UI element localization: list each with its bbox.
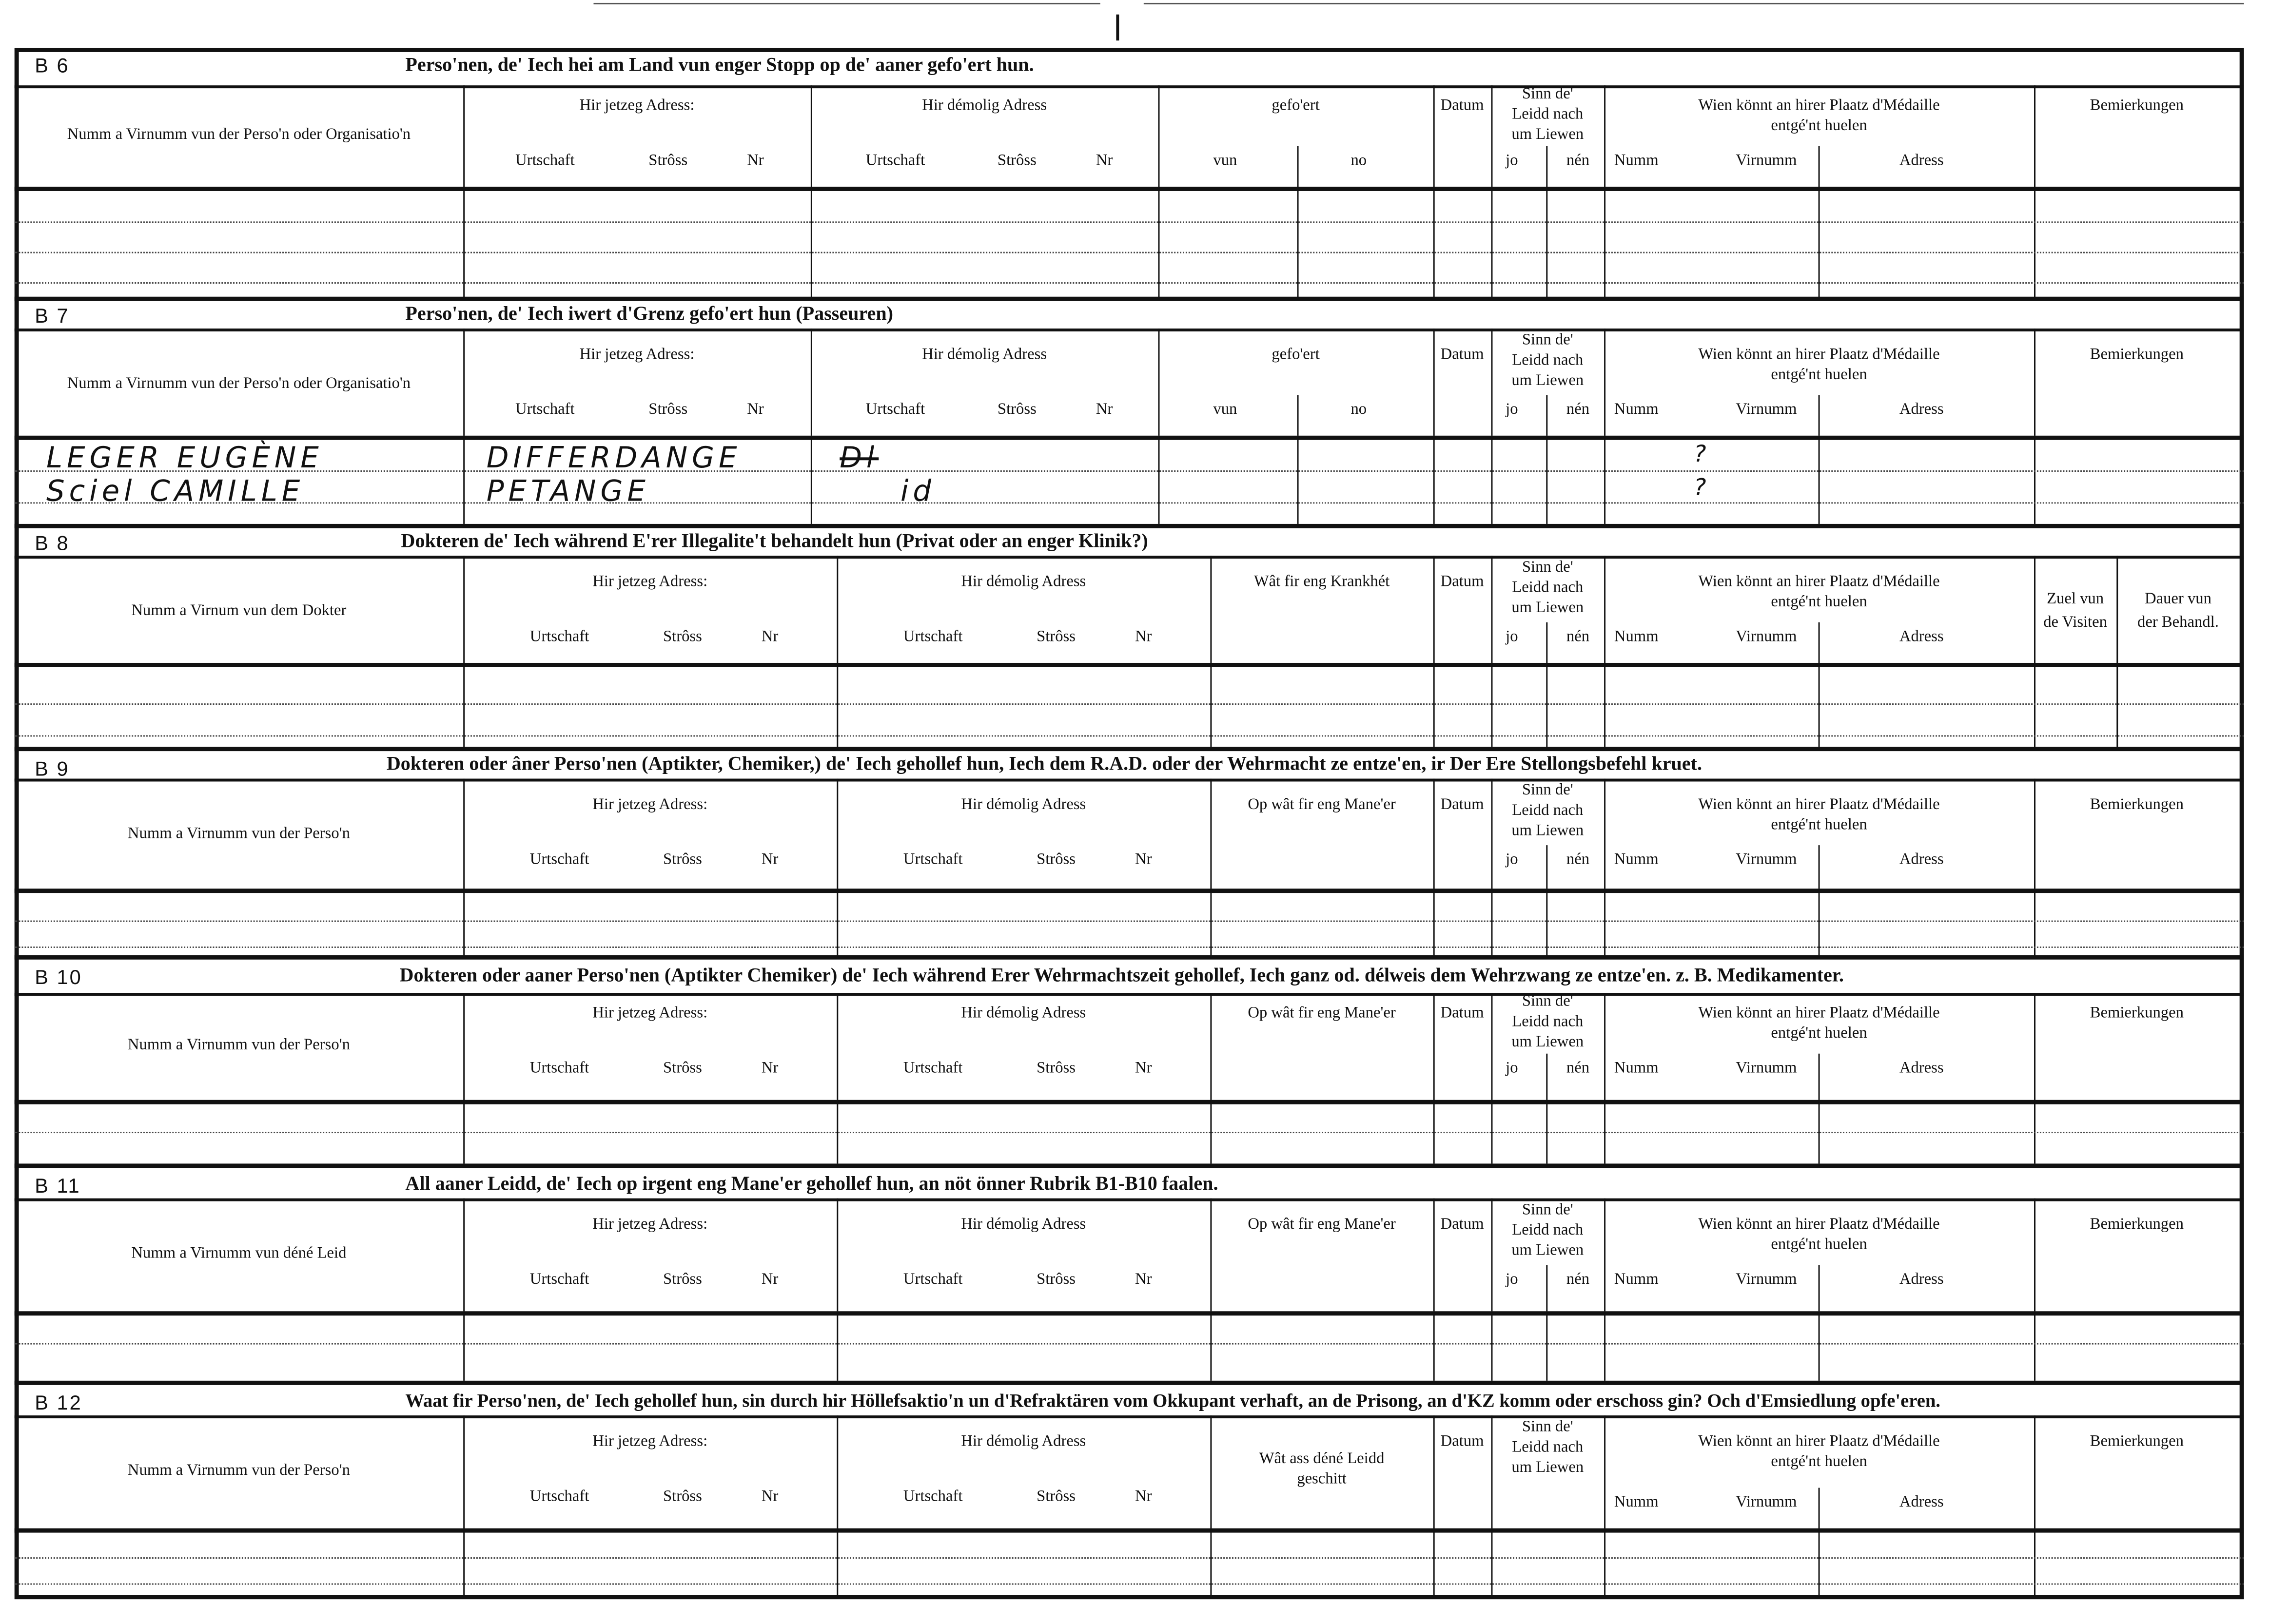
column-header-label: Adress [1899, 1493, 1944, 1511]
top-tick-mark [1116, 15, 1119, 40]
col-medal-header: Wien könnt an hirer Plaatz d'Médaille [1698, 97, 1940, 115]
col-name-header: Numm a Virnumm vun der Perso'n oder Organisatio'n [67, 126, 411, 143]
table-rule [15, 947, 2244, 948]
column-header-label: entgé'nt huelen [1771, 1453, 1867, 1470]
col-no-header: nén [1566, 152, 1590, 170]
col-street-header: Strôss [648, 152, 688, 170]
table-rule [2116, 556, 2118, 663]
column-header-label: Nr [1135, 628, 1152, 646]
column-header-label: entgé'nt huelen [1771, 1025, 1867, 1042]
table-rule [15, 703, 2244, 705]
table-rule [1297, 395, 1299, 436]
column-header-label: Strôss [997, 401, 1037, 419]
section-b10-title-row [15, 958, 2244, 996]
column-header-label: Strôss [1037, 1271, 1076, 1288]
table-rule [15, 921, 2244, 922]
table-rule [1491, 1311, 1492, 1381]
table-rule [1546, 1054, 1547, 1100]
column-header-label: Virnumm [1736, 1271, 1797, 1288]
col-former-address-header: Hir démolig Adress [961, 573, 1086, 591]
col-transported-header: gefo'ert [1272, 346, 1320, 364]
column-header-label: Nr [747, 401, 764, 419]
column-header-label: entgé'nt huelen [1771, 1236, 1867, 1254]
table-rule [2034, 779, 2035, 889]
column-header-label: um Liewen [1511, 1033, 1584, 1051]
col-medal-address-header: Adress [1899, 152, 1944, 170]
section-b6-header [15, 85, 2244, 191]
col-transported-header: gefo'ert [1272, 97, 1320, 115]
table-rule [1819, 1311, 1820, 1381]
table-rule [1604, 1528, 1605, 1595]
column-header-label: Adress [1899, 1271, 1944, 1288]
column-header-label: Strôss [663, 1488, 702, 1506]
top-edge-line [593, 3, 1100, 4]
col-name-header: Numm a Virnumm vun der Perso'n [127, 1036, 350, 1054]
col-former-address-header: Hir démolig Adress [961, 1432, 1086, 1450]
column-header-label: entgé'nt huelen [1771, 117, 1867, 135]
section-title: Waat fir Perso'nen, de' Iech gehollef hun, sin durch hir Höllefsaktio'n un d'Refraktären vom Okkupant verhaft, an de Prisong, an d'KZ komm oder erschoss gin? Och d'Emsiedlung opfe'eren. [405, 1389, 1940, 1411]
handwritten-name: LEGER EUGÈNE [46, 440, 323, 475]
table-rule [15, 502, 2244, 503]
table-rule [15, 252, 2244, 253]
section-b8 [15, 527, 2244, 747]
col-date-header: Datum [1440, 97, 1484, 115]
column-header-label: entgé'nt huelen [1771, 366, 1867, 384]
column-header-label: Strôss [1037, 628, 1076, 646]
section-b8-title-row [15, 527, 2244, 559]
column-header-label: Nr [1135, 851, 1152, 869]
col-duration-header: Dauer vun [2144, 590, 2211, 608]
section-id: B 11 [35, 1174, 81, 1197]
table-rule [463, 329, 465, 436]
column-header-label: um Liewen [1511, 126, 1584, 143]
table-rule [15, 470, 2244, 472]
table-rule [1210, 779, 1212, 889]
section-title: Dokteren oder aaner Perso'nen (Aptikter Chemiker) de' Iech während Erer Wehrmachtszeit gehollef, Iech ganz od. délweis dem Wehrzwang ze entze'en. z. B. Medikamenter. [399, 964, 1844, 986]
column-header-label: Numm [1614, 851, 1659, 869]
handwritten-town: DIFFERDANGE [486, 440, 742, 475]
col-current-address-header: Hir jetzeg Adress: [592, 1216, 708, 1233]
table-rule [1604, 436, 1605, 524]
column-header-label: Nr [1135, 1488, 1152, 1506]
section-b7-header [15, 329, 2244, 440]
col-former-address-header: Hir démolig Adress [961, 1004, 1086, 1022]
table-rule [1158, 329, 1160, 436]
col-medal-firstname-header: Virnumm [1736, 152, 1797, 170]
table-rule [1819, 146, 1820, 187]
column-header-label: Numm [1614, 628, 1659, 646]
column-header-label: Strôss [663, 1059, 702, 1077]
column-header-label: entgé'nt huelen [1771, 593, 1867, 611]
col-what-happened-header: Wât ass déné Leidd [1259, 1450, 1385, 1468]
table-rule [1433, 329, 1435, 436]
table-rule [1433, 1528, 1435, 1595]
col-medal-header: Wien könnt an hirer Plaatz d'Médaille [1698, 1432, 1940, 1450]
table-rule [837, 556, 838, 663]
col-medal-header: Wien könnt an hirer Plaatz d'Médaille [1698, 796, 1940, 813]
col-date-header: Datum [1440, 1432, 1484, 1450]
table-rule [1819, 845, 1820, 889]
col-former-address-header: Hir démolig Adress [961, 1216, 1086, 1233]
column-header-label: Nr [761, 1059, 779, 1077]
section-b11 [15, 1166, 2244, 1380]
col-nr-header: Nr [1096, 152, 1113, 170]
table-rule [1210, 1311, 1212, 1381]
column-header-label: Leidd nach [1512, 1221, 1584, 1239]
column-header-label: Urtschaft [903, 628, 963, 646]
table-rule [1297, 436, 1299, 524]
table-rule [15, 1584, 2244, 1585]
column-header-label: um Liewen [1511, 822, 1584, 840]
table-rule [1546, 395, 1547, 436]
col-alive-header: Sinn de' [1522, 993, 1573, 1010]
column-header-label: nén [1566, 1271, 1590, 1288]
col-alive-header: Sinn de' [1522, 559, 1573, 576]
section-id: B 8 [35, 531, 70, 555]
column-header-label: Numm [1614, 1059, 1659, 1077]
table-rule [837, 779, 838, 889]
col-town-header: Urtschaft [515, 152, 575, 170]
table-rule [811, 329, 812, 436]
column-header-label: jo [1506, 1059, 1518, 1077]
col-alive-header: Sinn de' [1522, 781, 1573, 799]
column-header-label: Urtschaft [529, 1488, 589, 1506]
column-header-label: Adress [1899, 1059, 1944, 1077]
col-medal-name-header: Numm [1614, 152, 1659, 170]
col-illness-header: Wât fir eng Krankhét [1253, 573, 1390, 591]
table-rule [1546, 1265, 1547, 1311]
handwritten-former-address: id [900, 473, 936, 508]
col-medal-header: Wien könnt an hirer Plaatz d'Médaille [1698, 346, 1940, 364]
table-rule [837, 1528, 838, 1595]
column-header-label: Nr [761, 1488, 779, 1506]
table-rule [1546, 622, 1547, 663]
section-b8-header [15, 556, 2244, 667]
section-title: All aaner Leidd, de' Iech op irgent eng Mane'er gehollef hun, an nöt önner Rubrik B1-B10 faalen. [405, 1172, 1218, 1194]
column-header-label: Urtschaft [529, 628, 589, 646]
table-rule [837, 1311, 838, 1381]
col-alive-header: Sinn de' [1522, 1201, 1573, 1219]
column-header-label: der Behandl. [2137, 614, 2219, 631]
column-header-label: Strôss [663, 851, 702, 869]
col-former-address-header: Hir démolig Adress [961, 796, 1086, 813]
column-header-label: Numm [1614, 1271, 1659, 1288]
table-rule [2034, 556, 2035, 663]
col-name-header: Numm a Virnumm vun der Perso'n oder Organisatio'n [67, 375, 411, 392]
section-id: B 9 [35, 756, 70, 780]
section-b10-header [15, 993, 2244, 1104]
col-former-address-header: Hir démolig Adress [922, 97, 1047, 115]
col-remarks-header: Bemierkungen [2090, 796, 2184, 813]
col-street-header: Strôss [997, 152, 1037, 170]
table-rule [1210, 556, 1212, 663]
section-b7-title-row [15, 300, 2244, 331]
column-header-label: Virnumm [1736, 1493, 1797, 1511]
section-b12 [15, 1384, 2244, 1595]
column-header-label: Strôss [663, 1271, 702, 1288]
table-rule [15, 221, 2244, 223]
column-header-label: Urtschaft [529, 1271, 589, 1288]
table-rule [463, 556, 465, 663]
table-rule [1433, 436, 1435, 524]
col-current-address-header: Hir jetzeg Adress: [592, 796, 708, 813]
col-former-address-header: Hir démolig Adress [922, 346, 1047, 364]
column-header-label: de Visiten [2043, 614, 2108, 631]
col-name-header: Numm a Virnumm vun der Perso'n [127, 1462, 350, 1479]
column-header-label: Leidd nach [1512, 105, 1584, 123]
column-header-label: Leidd nach [1512, 1013, 1584, 1031]
table-rule [1546, 1311, 1547, 1381]
col-medal-header: Wien könnt an hirer Plaatz d'Médaille [1698, 1004, 1940, 1022]
column-header-label: geschitt [1297, 1470, 1347, 1488]
table-rule [463, 436, 465, 524]
col-visits-header: Zuel vun [2047, 590, 2104, 608]
top-edge-line [1144, 3, 2244, 4]
col-manner-header: Op wât fir eng Mane'er [1248, 1216, 1396, 1233]
col-to-header: no [1350, 152, 1367, 170]
section-b10 [15, 958, 2244, 1164]
section-b12-header [15, 1415, 2244, 1533]
section-title: Dokteren oder âner Perso'nen (Aptikter, Chemiker,) de' Iech gehollef hun, Iech dem R.A.D. oder der Wehrmacht ze entze'en, ir Der Ere Stellongsbefehl kruet. [386, 753, 1702, 774]
column-header-label: um Liewen [1511, 372, 1584, 389]
section-title: Perso'nen, de' Iech iwert d'Grenz gefo'ert hun (Passeuren) [405, 302, 893, 325]
column-header-label: jo [1506, 851, 1518, 869]
col-date-header: Datum [1440, 1216, 1484, 1233]
section-b12-title-row [15, 1384, 2244, 1418]
table-rule [1819, 1265, 1820, 1311]
handwritten-former-address: Dl [840, 440, 879, 475]
table-rule [1819, 436, 1820, 524]
section-b6 [15, 48, 2244, 300]
section-b7 [15, 300, 2244, 524]
table-rule [2034, 1528, 2035, 1595]
table-rule [1491, 1528, 1492, 1595]
table-rule [1433, 556, 1435, 663]
column-header-label: Urtschaft [529, 851, 589, 869]
column-header-label: Virnumm [1736, 1059, 1797, 1077]
table-rule [1433, 779, 1435, 889]
col-date-header: Datum [1440, 346, 1484, 364]
column-header-label: jo [1506, 1271, 1518, 1288]
col-yes-header: jo [1506, 152, 1518, 170]
table-rule [2034, 436, 2035, 524]
column-header-label: nén [1566, 401, 1590, 419]
table-rule [1297, 146, 1299, 187]
column-header-label: Adress [1899, 628, 1944, 646]
column-header-label: Virnumm [1736, 851, 1797, 869]
column-header-label: Strôss [648, 401, 688, 419]
column-header-label: Nr [1135, 1271, 1152, 1288]
table-rule [463, 1528, 465, 1595]
column-header-label: no [1350, 401, 1367, 419]
section-id: B 7 [35, 304, 70, 328]
col-alive-header: Sinn de' [1522, 85, 1573, 103]
col-remarks-header: Bemierkungen [2090, 1432, 2184, 1450]
column-header-label: jo [1506, 628, 1518, 646]
col-remarks-header: Bemierkungen [2090, 97, 2184, 115]
column-header-label: Numm [1614, 1493, 1659, 1511]
section-id: B 10 [35, 965, 82, 989]
col-alive-header: Sinn de' [1522, 1418, 1573, 1436]
column-header-label: Urtschaft [903, 1059, 963, 1077]
col-current-address-header: Hir jetzeg Adress: [579, 346, 695, 364]
section-b9-header [15, 779, 2244, 893]
table-rule [463, 779, 465, 889]
table-rule [15, 282, 2244, 284]
col-name-header: Numm a Virnumm vun déné Leid [131, 1244, 347, 1262]
column-header-label: Nr [761, 628, 779, 646]
section-title: Perso'nen, de' Iech hei am Land vun enger Stopp op de' aaner gefo'ert hun. [405, 53, 1034, 76]
column-header-label: Adress [1899, 401, 1944, 419]
col-remarks-header: Bemierkungen [2090, 1216, 2184, 1233]
section-b6-title-row [15, 48, 2244, 88]
column-header-label: Strôss [663, 628, 702, 646]
column-header-label: Leidd nach [1512, 802, 1584, 819]
section-id: B 12 [35, 1391, 82, 1414]
column-header-label: Strôss [1037, 851, 1076, 869]
table-rule [1158, 436, 1160, 524]
table-rule [1546, 146, 1547, 187]
column-header-label: Nr [761, 851, 779, 869]
column-header-label: Urtschaft [903, 1271, 963, 1288]
col-date-header: Datum [1440, 1004, 1484, 1022]
section-b11-title-row [15, 1166, 2244, 1201]
table-rule [15, 1132, 2244, 1133]
col-current-address-header: Hir jetzeg Adress: [579, 97, 695, 115]
col-alive-header: Sinn de' [1522, 331, 1573, 349]
col-name-header: Numm a Virnumm vun der Perso'n [127, 825, 350, 843]
column-header-label: um Liewen [1511, 599, 1584, 617]
section-id: B 6 [35, 53, 70, 77]
column-header-label: Urtschaft [903, 1488, 963, 1506]
column-header-label: jo [1506, 401, 1518, 419]
section-b9-title-row [15, 750, 2244, 781]
column-header-label: Virnumm [1736, 401, 1797, 419]
column-header-label: Nr [1135, 1059, 1152, 1077]
table-rule [1604, 1311, 1605, 1381]
col-name-header: Numm a Virnum vun dem Dokter [131, 602, 347, 619]
col-town-header: Urtschaft [865, 152, 925, 170]
column-header-label: Leidd nach [1512, 579, 1584, 597]
section-title: Dokteren de' Iech während E'rer Illegalite't behandelt hun (Privat oder an enger Klinik?) [401, 529, 1148, 552]
column-header-label: Leidd nach [1512, 351, 1584, 369]
column-header-label: Adress [1899, 851, 1944, 869]
column-header-label: Virnumm [1736, 628, 1797, 646]
section-b9 [15, 750, 2244, 955]
column-header-label: nén [1566, 628, 1590, 646]
column-header-label: Urtschaft [529, 1059, 589, 1077]
column-header-label: Urtschaft [903, 851, 963, 869]
col-manner-header: Op wât fir eng Mane'er [1248, 1004, 1396, 1022]
table-rule [15, 1343, 2244, 1345]
column-header-label: Nr [761, 1271, 779, 1288]
col-from-header: vun [1213, 152, 1237, 170]
column-header-label: Leidd nach [1512, 1438, 1584, 1456]
col-medal-header: Wien könnt an hirer Plaatz d'Médaille [1698, 1216, 1940, 1233]
col-current-address-header: Hir jetzeg Adress: [592, 573, 708, 591]
table-rule [1546, 845, 1547, 889]
handwritten-name: Sciel CAMILLE [46, 473, 305, 508]
column-header-label: Numm [1614, 401, 1659, 419]
handwritten-medal-name: ? [1694, 440, 1711, 468]
column-header-label: Urtschaft [865, 401, 925, 419]
col-manner-header: Op wât fir eng Mane'er [1248, 796, 1396, 813]
col-medal-header: Wien könnt an hirer Plaatz d'Médaille [1698, 573, 1940, 591]
col-remarks-header: Bemierkungen [2090, 1004, 2184, 1022]
table-rule [1491, 436, 1492, 524]
table-rule [2034, 1311, 2035, 1381]
column-header-label: entgé'nt huelen [1771, 816, 1867, 834]
col-date-header: Datum [1440, 573, 1484, 591]
column-header-label: nén [1566, 1059, 1590, 1077]
column-header-label: Nr [1096, 401, 1113, 419]
handwritten-town: PETANGE [486, 473, 650, 508]
column-header-label: nén [1566, 851, 1590, 869]
column-header-label: Urtschaft [515, 401, 575, 419]
table-rule [15, 1557, 2244, 1559]
table-rule [1819, 1488, 1820, 1528]
table-rule [1433, 1311, 1435, 1381]
table-rule [463, 1311, 465, 1381]
table-rule [1819, 1528, 1820, 1595]
column-header-label: Strôss [1037, 1488, 1076, 1506]
col-date-header: Datum [1440, 796, 1484, 813]
table-rule [811, 436, 812, 524]
table-rule [1819, 622, 1820, 663]
table-rule [1546, 436, 1547, 524]
col-remarks-header: Bemierkungen [2090, 346, 2184, 364]
column-header-label: Strôss [1037, 1059, 1076, 1077]
table-rule [1210, 1528, 1212, 1595]
col-current-address-header: Hir jetzeg Adress: [592, 1004, 708, 1022]
column-header-label: um Liewen [1511, 1241, 1584, 1259]
table-rule [1819, 1054, 1820, 1100]
col-nr-header: Nr [747, 152, 764, 170]
table-rule [15, 735, 2244, 736]
section-b11-header [15, 1199, 2244, 1316]
col-current-address-header: Hir jetzeg Adress: [592, 1432, 708, 1450]
table-rule [2034, 329, 2035, 436]
handwritten-medal-name: ? [1694, 473, 1711, 501]
column-header-label: um Liewen [1511, 1459, 1584, 1476]
table-rule [1819, 395, 1820, 436]
column-header-label: vun [1213, 401, 1237, 419]
